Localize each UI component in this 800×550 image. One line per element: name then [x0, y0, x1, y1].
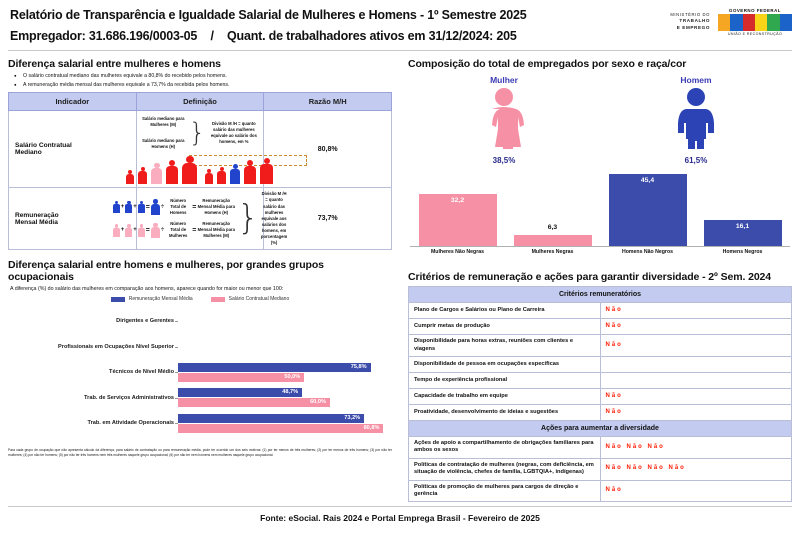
def-line-men: Salário mediano para Homens (H) [142, 138, 185, 150]
criteria-mark: Não [600, 335, 792, 357]
occ-row [8, 385, 392, 411]
person-icon [260, 158, 273, 185]
criteria-mark [600, 372, 792, 388]
bar-chart-plot [410, 169, 790, 247]
composition-men [616, 75, 776, 165]
criteria-label: Tempo de experiência profissional [409, 372, 601, 388]
occ-category-label: Profissionais em Ocupações Nível Superior [58, 343, 174, 350]
person-icon [125, 224, 132, 237]
composition-pictograms [408, 73, 792, 165]
bar-value-label: 45,4 [640, 177, 655, 184]
person-icon [230, 164, 240, 184]
table-row [409, 480, 792, 502]
occ-bar-remuneracao [178, 414, 364, 423]
legend-swatch-pink [211, 297, 225, 302]
bar-chart-categories [410, 247, 790, 255]
action-label: Ações de apoio a compartilhamento de obrigações familiares para ambos os sexos [409, 437, 601, 459]
occ-bar-remuneracao [178, 388, 302, 397]
th-razao: Razão M/H [264, 93, 392, 111]
men-result-label: Remuneração Mensal Média para Homens (H) [197, 198, 235, 216]
occ-bars [178, 387, 392, 408]
criteria-mark: Não [600, 303, 792, 319]
women-percentage: 38,5% [492, 156, 516, 165]
source-footer: Fonte: eSocial. Rais 2024 e Portal Emprega Brasil - Fevereiro de 2025 [260, 513, 540, 524]
bullet-item: ● A remuneração média mensal das mulheres equivale a 73,7% da recebida pelos homens. [14, 82, 392, 88]
occupational-footnote: Para cada grupo de ocupação que não apresenta cálculo da diferença, para salário de contratação ou para remuneração média, pode ter ocorrido um dos seis motivos: (1) por ter menos de três mulheres; (2) por ter menos de três homens; (3) por não ter mulheres; (4) por não ter homens; (5) por não ter três homens nem três mulheres naquele grupo ocupacional; (6) por não ter nem homens nem mulheres naquele grupo ocupacional. [8, 448, 392, 458]
person-icon [182, 156, 197, 185]
person-icon [151, 223, 160, 239]
formula-row-women: + + = ÷ Número Total de Mulheres = Remuneração Mensal Média para Mulheres (M) [113, 221, 236, 239]
bar-mulheres-negras [514, 224, 592, 246]
occupational-bar-chart [8, 308, 392, 436]
left-column [0, 51, 400, 502]
person-icon [166, 160, 178, 184]
occupational-gap-title: Diferença salarial entre homens e mulheres, por grandes grupos ocupacionais [8, 259, 324, 284]
table-row [409, 372, 792, 388]
table-row [409, 404, 792, 420]
bar-column [514, 224, 592, 246]
formula-row-men: + + = ÷ Número Total de Homens = Remuneração Mensal Média para Homens (H) [113, 198, 236, 216]
occ-category-label: Dirigentes e Gerentes [116, 318, 174, 325]
indicator-name-salario: Salário Contratual Mediano [9, 111, 137, 188]
occ-bar-value: 50,0% [284, 373, 301, 380]
occ-bar-salario [178, 373, 304, 382]
action-label: Políticas de contratação de mulheres (negras, com deficiência, em situação de violência, chefes de família, LGBTQIA+, indígenas) [409, 458, 601, 480]
definition-cell-salario [136, 111, 264, 188]
person-icon [125, 201, 132, 214]
person-icon [151, 199, 160, 215]
th-indicador: Indicador [9, 93, 137, 111]
criteria-section-header [409, 420, 792, 436]
action-mark: Não Não Não Não [600, 458, 792, 480]
bar-category-label: Mulheres Negras [531, 249, 574, 255]
occ-bar-salario [178, 398, 330, 407]
bar-column [419, 194, 497, 246]
ministry-logo [670, 12, 710, 32]
action-mark: Não Não Não [600, 437, 792, 459]
legend-swatch-blue [111, 297, 125, 302]
bar-homens-nao-negros [609, 174, 687, 246]
bar-value-label: 6,3 [547, 224, 558, 231]
bar-homens-negros [704, 220, 782, 246]
criteria-label: Cumprir metas de produção [409, 319, 601, 335]
table-row [409, 335, 792, 357]
salary-gap-bullets [14, 73, 392, 88]
header-separator: / [210, 29, 214, 43]
criteria-mark: Não [600, 319, 792, 335]
page-header [0, 0, 800, 45]
person-icon [151, 163, 162, 185]
ministry-line-3: E EMPREGO [676, 25, 710, 31]
woman-icon [482, 87, 526, 149]
legend-label: Remuneração Mensal Média [128, 296, 193, 303]
page-title: Relatório de Transparência e Igualdade Salarial de Mulheres e Homens - 1º Semestre 2025 [10, 8, 527, 22]
criteria-mark: Não [600, 404, 792, 420]
bar-mulheres-nao-negras [419, 194, 497, 246]
occ-bar-value: 75,8% [350, 363, 367, 370]
person-icon [138, 167, 147, 185]
table-row [9, 188, 392, 250]
person-icon [205, 169, 213, 184]
women-result-label: Remuneração Mensal Média para Mulheres (M) [197, 221, 235, 239]
bar-column [609, 174, 687, 246]
main-grid [0, 51, 800, 502]
salary-gap-title: Diferença salarial entre mulheres e homens [8, 58, 221, 70]
table-row [9, 111, 392, 188]
table-row [409, 388, 792, 404]
th-definicao: Definição [136, 93, 264, 111]
table-row [409, 437, 792, 459]
occ-bars [178, 362, 392, 383]
brasil-blocks-icon [718, 14, 792, 31]
acoes-diversidade-header: Ações para aumentar a diversidade [409, 420, 792, 436]
criteria-label: Proatividade, desenvolvimento de ideias e sugestões [409, 404, 601, 420]
ratio-value-salario: 80,8% [264, 111, 392, 188]
composition-title: Composição do total de empregados por sexo e raça/cor [408, 58, 687, 70]
brace-icon: } [237, 197, 259, 238]
occ-bar-value: 73,2% [344, 414, 361, 421]
gov-federal-label: GOVERNO FEDERAL [729, 8, 781, 13]
women-label: Mulher [490, 75, 518, 85]
criteria-table [408, 286, 792, 502]
occupational-legend [8, 296, 392, 302]
bullet-item: ● O salário contratual mediano das mulheres equivale a 80,8% do recebido pelos homens. [14, 73, 392, 79]
legend-label: Salário Contratual Mediano [228, 296, 290, 303]
legend-item-remuneracao [111, 296, 193, 302]
indicator-name-remuneracao: Remuneração Mensal Média [9, 188, 137, 250]
man-icon [674, 87, 718, 149]
bar-value-label: 32,2 [450, 197, 465, 204]
women-total-label: Número Total de Mulheres [168, 221, 188, 239]
person-icon [113, 224, 120, 237]
person-icon [113, 201, 120, 214]
logos-group [670, 8, 792, 36]
occ-category-label: Trab. em Atividade Operacionais [87, 420, 174, 427]
axis-tick [175, 321, 178, 322]
action-label: Políticas de promoção de mulheres para cargos de direção e gerência [409, 480, 601, 502]
uniao-reconstrucao-label: UNIÃO E RECONSTRUÇÃO [727, 32, 783, 36]
occ-row [8, 411, 392, 437]
person-icon [217, 167, 226, 185]
bar-column [704, 220, 782, 246]
table-header-row [9, 93, 392, 111]
ratio-value-remuneracao: 73,7% [264, 188, 392, 250]
def-note-salario: Divisão M /H = quanto salário das mulheres equivale ao salário dos homens, em % [210, 121, 257, 145]
definition-cell-remuneracao [120, 188, 288, 250]
criteria-label: Capacidade de trabalho em equipe [409, 388, 601, 404]
def-note-remuneracao: Divisão M /H = quanto salário das mulheres equivale aos salários dos homens, em porcentagem (%) [260, 191, 288, 246]
def-line-women: Salário mediano para Mulheres (M) [142, 116, 185, 128]
person-icon [138, 224, 145, 237]
occ-bar-value: 80,8% [363, 424, 380, 431]
bar-category-label: Homens Negros [722, 249, 763, 255]
criteria-label: Disponibilidade de pessoa em ocupações específicas [409, 356, 601, 372]
occ-row [8, 359, 392, 385]
criteria-label: Plano de Cargos e Salários ou Plano de Carreira [409, 303, 601, 319]
brace-icon: } [188, 118, 206, 149]
person-icon [126, 170, 134, 184]
men-percentage: 61,5% [684, 156, 708, 165]
legend-item-salario [211, 296, 290, 302]
employer-cnpj: Empregador: 31.686.196/0003-05 [10, 29, 198, 43]
criteria-remuneratorios-header: Critérios remuneratórios [409, 287, 792, 303]
criteria-mark [600, 356, 792, 372]
criteria-mark: Não [600, 388, 792, 404]
composition-women [424, 75, 584, 165]
occ-bar-value: 48,7% [282, 389, 299, 396]
indicator-table [8, 92, 392, 250]
occ-category-label: Trab. de Serviços Administrativos [84, 394, 174, 401]
person-icon [244, 160, 256, 184]
occ-bars [178, 413, 392, 434]
race-sex-bar-chart [410, 169, 790, 261]
person-icon [138, 201, 145, 214]
men-label: Homem [680, 75, 712, 85]
bar-category-label: Homens Não Negros [621, 249, 674, 255]
action-mark: Não [600, 480, 792, 502]
table-row [409, 303, 792, 319]
occ-bar-salario [178, 424, 383, 433]
occ-category-label: Técnicos de Nível Médio [109, 369, 174, 376]
table-row [409, 356, 792, 372]
criteria-section-header [409, 287, 792, 303]
occ-bar-remuneracao [178, 363, 371, 372]
ministry-line-1: MINISTÉRIO DO [670, 11, 710, 17]
occ-row [8, 334, 392, 360]
occ-bar-value: 60,0% [310, 399, 326, 406]
active-workers-count: Quant. de trabalhadores ativos em 31/12/2024: 205 [227, 29, 517, 43]
table-row [409, 319, 792, 335]
men-total-label: Número Total de Homens [169, 198, 187, 216]
table-row [409, 458, 792, 480]
axis-tick [175, 347, 178, 348]
brasil-logo [718, 8, 792, 36]
bar-value-label: 16,1 [735, 223, 750, 230]
criteria-label: Disponibilidade para horas extras, reuniões com clientes e viagens [409, 335, 601, 357]
occ-row [8, 308, 392, 334]
criteria-title: Critérios de remuneração e ações para garantir diversidade - 2º Sem. 2024 [408, 271, 772, 283]
bar-category-label: Mulheres Não Negras [430, 249, 485, 255]
right-column [400, 51, 800, 502]
occupational-gap-subtitle: A diferença (%) do salário das mulheres em comparação aos homens, aparece quando for maior ou menor que 100: [10, 286, 284, 293]
ministry-line-2: TRABALHO [679, 18, 710, 24]
